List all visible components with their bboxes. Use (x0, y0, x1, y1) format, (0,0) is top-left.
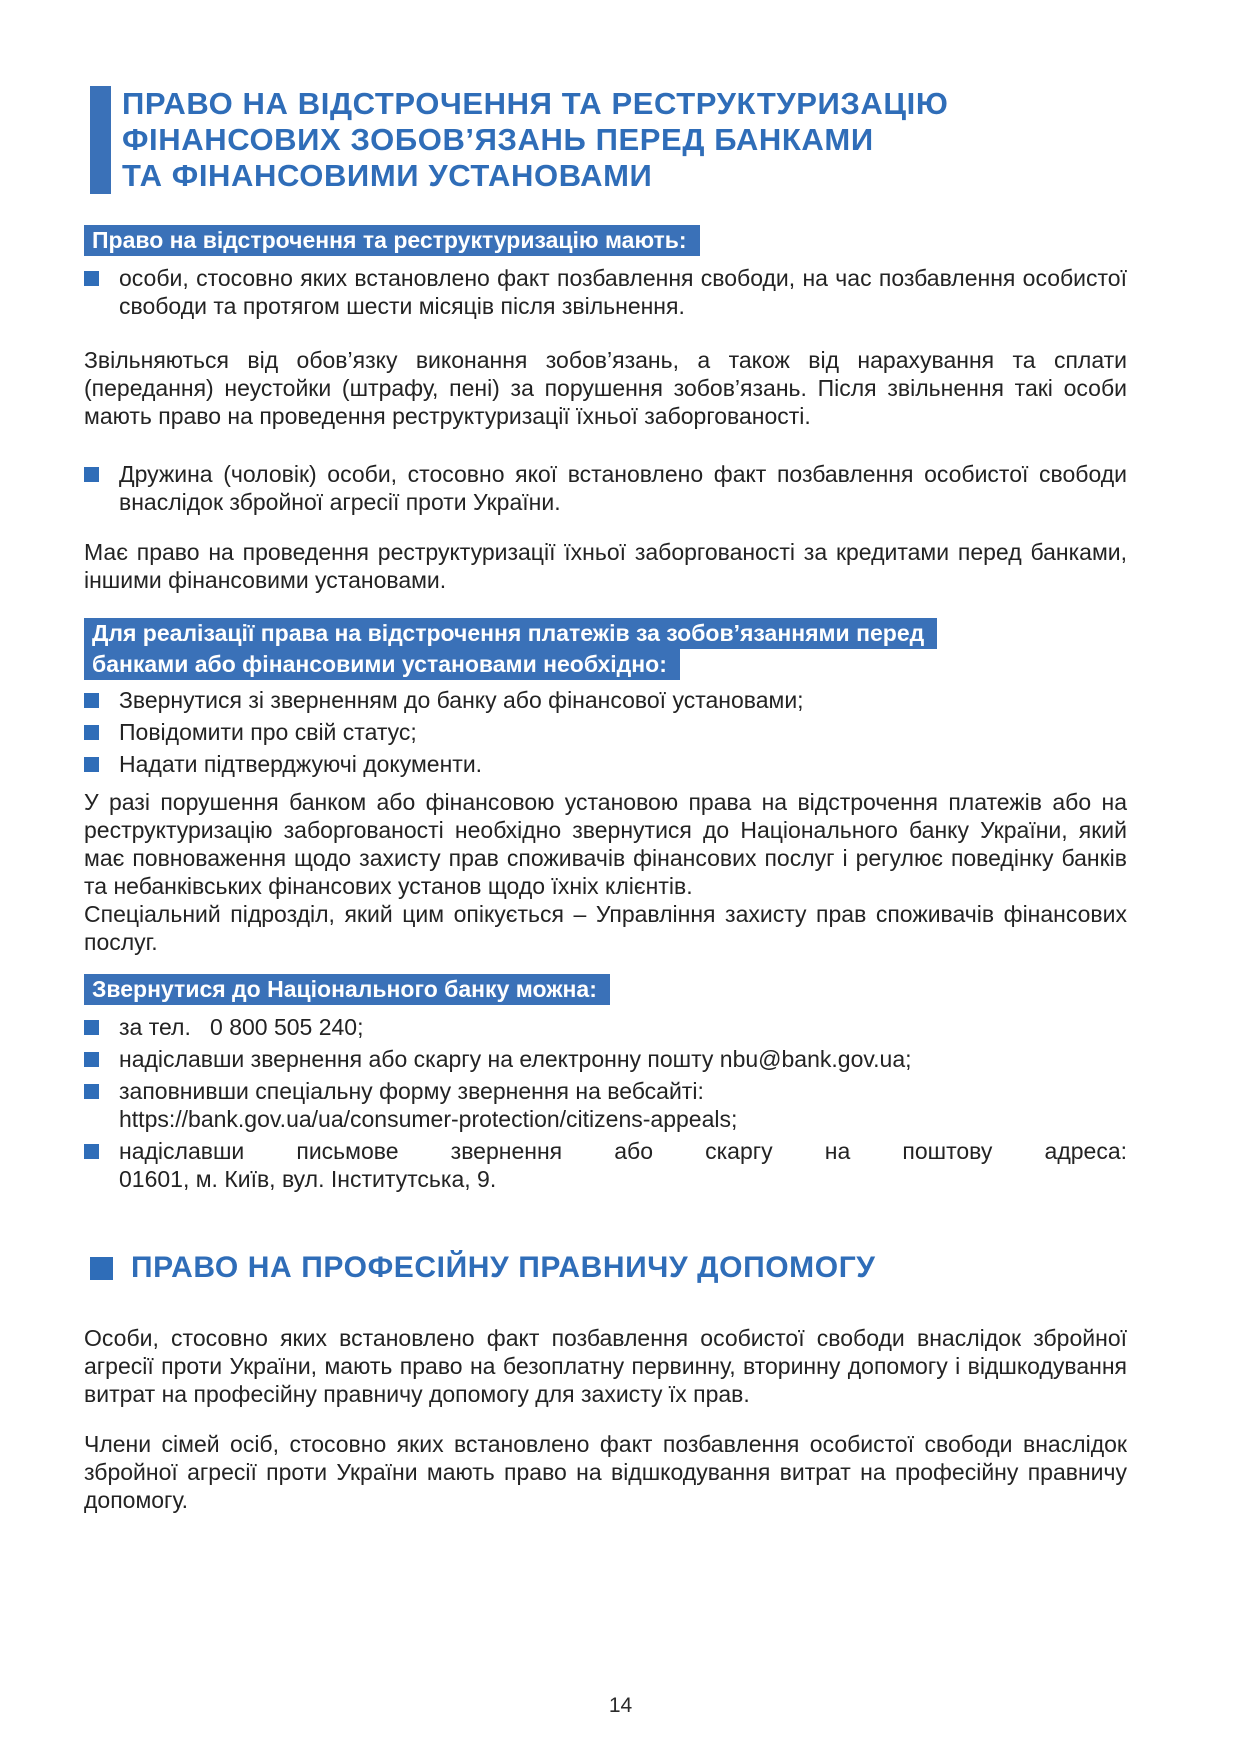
subheading-contact-highlight: Звернутися до Національного банку можна: (84, 974, 610, 1005)
postal-text (119, 1137, 1127, 1193)
website-text (119, 1077, 1127, 1133)
section-finance-title (122, 86, 948, 194)
subheading-who-highlight: Право на відстрочення та реструктуризацію мають: (84, 225, 700, 256)
paragraph-release: Звільняються від обов’язку виконання зобов’язань, а також від нарахування та сплати (передання) неустойки (штрафу, пені) за порушення зобов’язань. Після звільнення такі особи мають право на проведення реструктуризації їхньої заборгованості. (84, 347, 1127, 429)
steps-list (84, 686, 1127, 778)
website-url: https://bank.gov.ua/ua/consumer-protection/citizens-appeals; (119, 1106, 738, 1132)
list-item-text: Надати підтверджуючі документи. (119, 751, 483, 777)
email-text: надіславши звернення або скаргу на електронну пошту nbu@bank.gov.ua; (119, 1046, 912, 1072)
list-item-phone (84, 1013, 1127, 1041)
list-item (84, 750, 1127, 778)
subheading-steps-highlight (84, 618, 1127, 680)
phone-text: за тел. 0 800 505 240; (119, 1014, 364, 1040)
title-line: ПРАВО НА ВІДСТРОЧЕННЯ ТА РЕСТРУКТУРИЗАЦІЮ (122, 86, 949, 121)
page-number: 14 (608, 1694, 633, 1717)
paragraph-nbu: У разі порушення банком або фінансовою установою права на відстрочення платежів або на реструктуризацію заборгованості необхідно звернутися до Національного банку України, який має повноваження щодо захисту прав споживачів фінансових послуг і регулює поведінку банків та небанківських фінансових установ щодо їхніх клієнтів. (84, 789, 1127, 899)
contact-list (84, 1013, 1127, 1193)
page-content (0, 86, 1241, 1514)
spouse-list (84, 460, 1127, 516)
title-accent-bar (90, 86, 111, 194)
bullet-square-icon (84, 725, 99, 740)
list-item-text: Повідомити про свій статус; (119, 719, 417, 745)
paragraph-spouse-right: Має право на проведення реструктуризації їхньої заборгованості за кредитами перед банками, іншими фінансовими установами. (84, 539, 1127, 593)
bullet-square-icon (84, 1020, 99, 1035)
bullet-square-icon (84, 271, 99, 286)
paragraph-unit: Спеціальний підрозділ, який цим опікується – Управління захисту прав споживачів фінансових послуг. (84, 901, 1127, 955)
heading-square-icon (90, 1257, 113, 1280)
list-item-text: Звернутися зі зверненням до банку або фінансової установами; (119, 687, 804, 713)
list-item-text: Дружина (чоловік) особи, стосовно якої встановлено факт позбавлення особистої свободи внаслідок збройної агресії проти України. (119, 461, 1127, 515)
list-item (84, 264, 1127, 320)
paragraph-legal-1: Особи, стосовно яких встановлено факт позбавлення особистої свободи внаслідок збройної агресії проти України, мають право на безоплатну первинну, вторинну допомогу і відшкодування витрат на професійну правничу допомогу для захисту їх прав. (84, 1325, 1127, 1407)
subheading-steps-line: Для реалізації права на відстрочення платежів за зобов’язаннями перед (84, 618, 937, 649)
bullet-square-icon (84, 693, 99, 708)
list-item (84, 718, 1127, 746)
bullet-square-icon (84, 1084, 99, 1099)
section-legal-title-block (90, 1250, 1127, 1286)
list-item (84, 686, 1127, 714)
bullet-square-icon (84, 1144, 99, 1159)
paragraph-legal-2: Члени сімей осіб, стосовно яких встановлено факт позбавлення особистої свободи внаслідок збройної агресії проти України мають право на відшкодування витрат на професійну правничу допомогу. (84, 1431, 1127, 1513)
section-finance-title-block (90, 86, 1127, 194)
title-line: ФІНАНСОВИХ ЗОБОВ’ЯЗАНЬ ПЕРЕД БАНКАМИ (122, 122, 874, 157)
section-legal-title: ПРАВО НА ПРОФЕСІЙНУ ПРАВНИЧУ ДОПОМОГУ (131, 1251, 876, 1284)
bullet-square-icon (84, 757, 99, 772)
list-item-website (84, 1077, 1127, 1133)
bullet-square-icon (84, 467, 99, 482)
postal-line: надіславши письмове звернення або скаргу на поштову адреса: (119, 1138, 1127, 1164)
subheading-steps-line: банками або фінансовими установами необхідно: (84, 649, 680, 680)
bullet-square-icon (84, 1052, 99, 1067)
title-line: ТА ФІНАНСОВИМИ УСТАНОВАМИ (122, 158, 653, 193)
website-line: заповнивши спеціальну форму звернення на вебсайті: (119, 1078, 704, 1104)
postal-address: 01601, м. Київ, вул. Інститутська, 9. (119, 1166, 497, 1192)
list-item (84, 460, 1127, 516)
who-list (84, 264, 1127, 320)
list-item-postal (84, 1137, 1127, 1193)
list-item-text: особи, стосовно яких встановлено факт позбавлення свободи, на час позбавлення особистої свободи та протягом шести місяців після звільнення. (119, 265, 1127, 319)
list-item-email (84, 1045, 1127, 1073)
